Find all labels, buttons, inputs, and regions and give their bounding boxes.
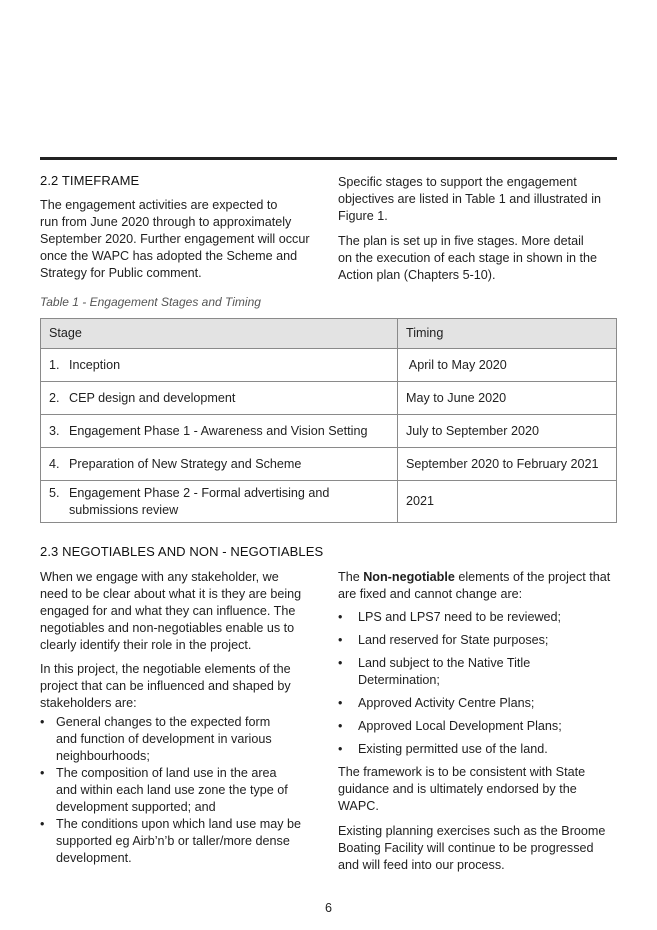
text-line: The engagement activities are expected to	[40, 198, 278, 212]
text-line: LPS and LPS7 need to be reviewed;	[358, 610, 562, 624]
text-line: Action plan (Chapters 5-10).	[338, 268, 496, 282]
text-line: Land reserved for State purposes;	[358, 633, 549, 647]
stage-cell	[41, 382, 398, 415]
list-item	[338, 741, 618, 758]
section-heading-negotiables: 2.3 NEGOTIABLES AND NON - NEGOTIABLES	[40, 544, 324, 559]
timeframe-right-column	[338, 174, 618, 284]
text-line: Land subject to the Native Title	[358, 656, 531, 670]
text-line: guidance and is ultimately endorsed by the	[338, 782, 577, 796]
planning-exercises-paragraph	[338, 823, 618, 874]
text-line: Approved Activity Centre Plans;	[358, 696, 535, 710]
text-run: The	[338, 570, 364, 584]
stage-cell	[41, 415, 398, 448]
non-negotiable-intro	[338, 569, 618, 603]
text-line: Specific stages to support the engagement	[338, 175, 577, 189]
text-line: project that can be influenced and shaped by	[40, 679, 291, 693]
list-item	[338, 655, 618, 689]
section-heading-timeframe: 2.2 TIMEFRAME	[40, 173, 140, 188]
page-number: 6	[324, 901, 332, 915]
text-line: run from June 2020 through to approximately	[40, 215, 292, 229]
text-line: Figure 1.	[338, 209, 388, 223]
framework-paragraph	[338, 764, 618, 815]
timing-cell: April to May 2020	[398, 349, 617, 382]
timing-cell: July to September 2020	[398, 415, 617, 448]
column-header-timing: Timing	[398, 319, 617, 349]
text-line: once the WAPC has adopted the Scheme and	[40, 249, 298, 263]
stage-cell	[41, 448, 398, 481]
stage-text: Engagement Phase 2 - Formal advertising and	[69, 485, 330, 500]
stage-cell	[41, 481, 398, 523]
list-item	[40, 816, 330, 867]
negotiable-elements-paragraph	[40, 661, 330, 712]
negotiables-right-column	[338, 569, 618, 874]
text-line: September 2020. Further engagement will occur	[40, 232, 310, 246]
text-line: Determination;	[358, 673, 440, 687]
text-line: development.	[56, 851, 132, 865]
list-item	[40, 714, 330, 765]
stages-table	[40, 318, 617, 523]
stages-paragraph	[338, 174, 618, 225]
text-line: supported eg Airb’n’b or taller/more dense	[56, 834, 290, 848]
text-line: Boating Facility will continue to be progressed	[338, 841, 594, 855]
table-row	[41, 415, 617, 448]
text-line: Strategy for Public comment.	[40, 266, 202, 280]
text-line: Existing permitted use of the land.	[358, 742, 548, 756]
text-line: The conditions upon which land use may be	[56, 817, 302, 831]
table-row	[41, 481, 617, 523]
text-line: General changes to the expected form	[56, 715, 271, 729]
text-line: When we engage with any stakeholder, we	[40, 570, 279, 584]
text-line: and function of development in various	[56, 732, 272, 746]
row-number: 2.	[49, 390, 60, 405]
timing-cell: 2021	[398, 481, 617, 523]
negotiables-list	[40, 714, 330, 867]
timing-cell: May to June 2020	[398, 382, 617, 415]
table-row	[41, 349, 617, 382]
list-item	[338, 718, 618, 735]
text-line: are fixed and cannot change are:	[338, 587, 523, 601]
table-row	[41, 448, 617, 481]
list-item	[338, 632, 618, 649]
text-line: development supported; and	[56, 800, 216, 814]
stage-text-continued: submissions review	[69, 502, 179, 517]
text-line: The composition of land use in the area	[56, 766, 277, 780]
stage-text: Engagement Phase 1 - Awareness and Vision Setting	[69, 423, 368, 438]
text-line: The plan is set up in five stages. More detail	[338, 234, 584, 248]
text-line: The framework is to be consistent with State	[338, 765, 586, 779]
text-line: engaged for and what they can influence. The	[40, 604, 296, 618]
text-run: elements of the project that	[454, 570, 611, 584]
row-number: 1.	[49, 357, 60, 372]
row-number: 4.	[49, 456, 60, 471]
engagement-paragraph	[40, 569, 330, 654]
timeframe-left-column	[40, 172, 330, 282]
text-line: on the execution of each stage in shown in the	[338, 251, 598, 265]
text-line: negotiables and non-negotiables enable us to	[40, 621, 295, 635]
text-line: and will feed into our process.	[338, 858, 505, 872]
table-row	[41, 382, 617, 415]
list-item	[40, 765, 330, 816]
plan-paragraph	[338, 233, 618, 284]
row-number: 5.	[49, 485, 60, 500]
stage-cell	[41, 349, 398, 382]
stage-text: CEP design and development	[69, 390, 236, 405]
list-item	[338, 695, 618, 712]
non-negotiables-list	[338, 609, 618, 758]
text-line: In this project, the negotiable elements of the	[40, 662, 291, 676]
text-line: clearly identify their role in the project.	[40, 638, 252, 652]
section-divider-rule	[40, 157, 617, 160]
stage-text: Preparation of New Strategy and Scheme	[69, 456, 302, 471]
text-line: objectives are listed in Table 1 and illustrated in	[338, 192, 601, 206]
negotiables-left-column	[40, 569, 330, 867]
list-item	[338, 609, 618, 626]
text-line: and within each land use zone the type of	[56, 783, 288, 797]
text-line: need to be clear about what it is they are being	[40, 587, 302, 601]
timing-cell: September 2020 to February 2021	[398, 448, 617, 481]
text-line: WAPC.	[338, 799, 379, 813]
table-caption: Table 1 - Engagement Stages and Timing	[40, 295, 261, 309]
row-number: 3.	[49, 423, 60, 438]
timeframe-paragraph	[40, 197, 330, 282]
table-header-row	[41, 319, 617, 349]
stage-text: Inception	[69, 357, 121, 372]
text-line: Existing planning exercises such as the Broome	[338, 824, 606, 838]
column-header-stage: Stage	[41, 319, 398, 349]
text-line: stakeholders are:	[40, 696, 137, 710]
emphasis-non-negotiable: Non-negotiable	[363, 570, 455, 584]
text-line: Approved Local Development Plans;	[358, 719, 562, 733]
text-line: neighbourhoods;	[56, 749, 150, 763]
